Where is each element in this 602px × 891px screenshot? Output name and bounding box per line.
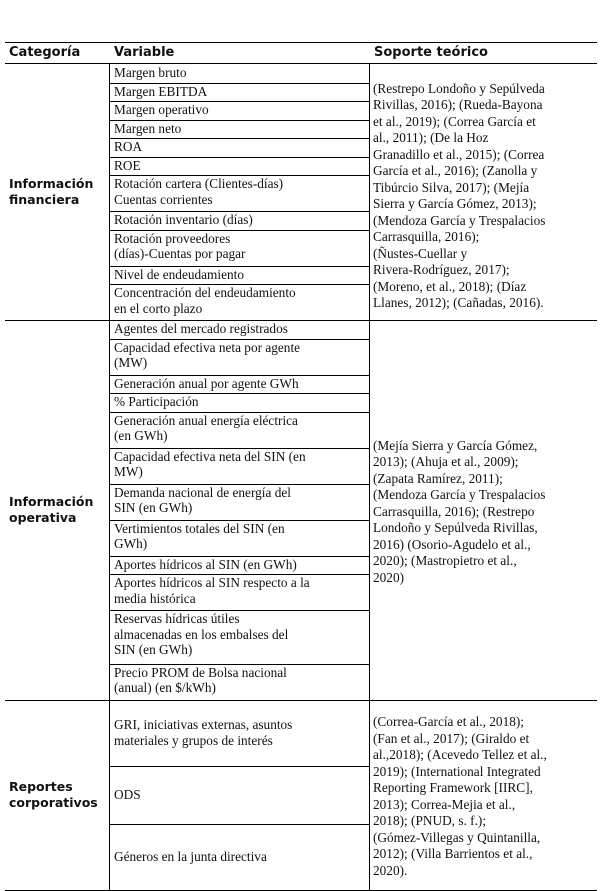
variable-text-line: en el corto plazo [114, 300, 203, 316]
support-text-line: (Ñustes-Cuellar y [373, 245, 468, 261]
support-text-line: Carrasquilla, 2016); [373, 229, 480, 244]
variable-text-line: Nivel de endeudamiento [114, 266, 244, 282]
support-text-line: et al., 2019); (Correa García et [373, 113, 536, 129]
support-text-line: Sierra y García Gómez, 2013); [373, 196, 537, 211]
category-text-line: corporativos [9, 794, 98, 810]
category-text-line: Reportes [9, 778, 73, 794]
category-label [9, 494, 109, 526]
support-citations [373, 714, 595, 879]
support-citations [373, 81, 595, 312]
variable-cell [113, 375, 371, 394]
support-text-line: 2013); Correa-Mejia et al., [373, 796, 516, 812]
support-text-line: García et al., 2016); (Zanolla y [373, 163, 538, 178]
variable-cell [113, 393, 371, 412]
variable-text-line: SIN (en GWh) [114, 642, 193, 657]
variable-text-line: Aportes hídricos al SIN (en GWh) [114, 556, 297, 572]
header-categoria: Categoría [9, 45, 81, 60]
variable-cell [113, 484, 371, 520]
variable-text-line: Precio PROM de Bolsa nacional [114, 664, 287, 680]
table-top-rule [5, 42, 597, 43]
variable-text-line: Generación anual por agente GWh [114, 375, 299, 391]
variable-text-line: Géneros en la junta directiva [114, 848, 267, 864]
support-text-line: 2018); (PNUD, s. f.); [373, 813, 487, 828]
support-citations [373, 438, 595, 587]
variable-col-left-border [109, 320, 110, 700]
variable-cell [113, 83, 371, 102]
category-text-line: operativa [9, 509, 77, 525]
support-text-line: (Fan et al., 2017); (Giraldo et [373, 730, 530, 746]
variable-text-line: (en GWh) [114, 428, 168, 443]
support-text-line: (Zapata Ramírez, 2011); [373, 470, 503, 486]
support-text-line: 2020); (Mastropietro et al., [373, 553, 517, 568]
variable-cell [113, 556, 371, 575]
variable-cell [113, 412, 371, 448]
category-text-line: Información [9, 176, 94, 191]
variable-text-line: Concentración del endeudamiento [114, 285, 296, 300]
variable-cell [113, 520, 371, 556]
variable-text-line: Generación anual energía eléctrica [114, 412, 298, 428]
variable-text-line: Margen neto [114, 120, 182, 136]
variable-text-line: Margen EBITDA [114, 83, 208, 99]
variable-cell [113, 175, 371, 211]
support-text-line: Rivillas, 2016); (Rueda-Bayona [373, 97, 543, 112]
variable-cell [113, 766, 371, 824]
variable-text-line: % Participación [114, 394, 199, 409]
variable-text-line: (días)-Cuentas por pagar [114, 246, 246, 261]
variable-cell [113, 157, 371, 176]
support-text-line: Llanes, 2012); (Cañadas, 2016). [373, 295, 544, 310]
variable-text-line: media histórica [114, 590, 196, 606]
variable-text-line: ROA [114, 139, 143, 154]
support-text-line: 2020). [373, 862, 408, 878]
support-text-line: (Mejía Sierra y García Gómez, [373, 437, 538, 453]
variable-cell [113, 101, 371, 120]
variable-text-line: ROE [114, 157, 141, 173]
variable-cell [113, 266, 371, 285]
variable-cell [113, 448, 371, 484]
support-text-line: 2012); (Villa Barrientos et al., [373, 846, 533, 861]
variable-cell [113, 700, 371, 766]
category-label [9, 176, 109, 208]
variable-cell [113, 610, 371, 664]
variable-text-line: Vertimientos totales del SIN (en [114, 520, 285, 536]
variable-text-line: Cuentas corrientes [114, 191, 213, 207]
variable-text-line: Rotación proveedores [114, 230, 231, 246]
header-variable: Variable [114, 45, 175, 60]
variable-text-line: Margen bruto [114, 65, 187, 80]
category-label [9, 779, 109, 811]
support-text-line: al., 2011); (De la Hoz [373, 130, 489, 145]
variable-text-line: SIN (en GWh) [114, 500, 193, 515]
variable-text-line: Margen operativo [114, 102, 209, 117]
variable-text-line: GWh) [114, 536, 148, 551]
variable-col-right-border [369, 320, 370, 700]
variable-text-line: (anual) (en $/kWh) [114, 680, 216, 695]
header-soporte: Soporte teórico [374, 45, 488, 60]
variable-text-line: materiales y grupos de interés [114, 732, 273, 748]
variable-text-line: (MW) [114, 355, 148, 370]
variable-cell [113, 230, 371, 266]
variable-text-line: Agentes del mercado registrados [114, 321, 288, 336]
variable-cell [113, 211, 371, 230]
support-text-line: al.,2018); (Acevedo Tellez et al., [373, 747, 547, 762]
variable-cell [113, 138, 371, 157]
table-bottom-rule [5, 890, 597, 891]
variable-text-line: Rotación inventario (días) [114, 212, 253, 227]
support-text-line: (Restrepo Londoño y Sepúlveda [373, 80, 545, 96]
category-text-line: Información [9, 493, 94, 509]
variable-text-line: Capacidad efectiva neta por agente [114, 339, 301, 355]
variable-cell [113, 320, 371, 339]
variable-col-left-border [109, 700, 110, 890]
support-text-line: 2019); (International Integrated [373, 763, 541, 779]
support-text-line: 2013); (Ahuja et al., 2009); [373, 454, 519, 469]
variable-cell [113, 574, 371, 610]
variable-cell [113, 664, 371, 700]
support-text-line: (Correa-García et al., 2018); [373, 714, 524, 729]
support-text-line: Carrasquilla, 2016); (Restrepo [373, 503, 535, 519]
variable-text-line: Rotación cartera (Clientes-días) [114, 176, 284, 191]
support-text-line: Granadillo et al., 2015); (Correa [373, 146, 545, 162]
support-text-line: Londoño y Sepúlveda Rivillas, [373, 520, 538, 535]
variable-text-line: Aportes hídricos al SIN respecto a la [114, 575, 310, 590]
variable-text-line: GRI, iniciativas externas, asuntos [114, 717, 293, 732]
support-text-line: 2016) (Osorio-Agudelo et al., [373, 536, 531, 552]
support-text-line: (Mendoza García y Trespalacios [373, 212, 546, 228]
variable-cell [113, 64, 371, 83]
category-text-line: financiera [9, 192, 80, 207]
variable-col-right-border [369, 64, 370, 320]
support-text-line: Reporting Framework [IIRC], [373, 780, 533, 795]
support-text-line: Tibúrcio Silva, 2017); (Mejía [373, 179, 530, 195]
variable-cell [113, 120, 371, 139]
support-text-line: Rivera-Rodríguez, 2017); [373, 262, 510, 277]
support-text-line: (Moreno, et al., 2018); (Díaz [373, 278, 527, 294]
support-text-line: (Mendoza García y Trespalacios [373, 487, 546, 502]
variable-col-right-border [369, 700, 370, 890]
variable-text-line: Reservas hídricas útiles [114, 611, 240, 626]
support-text-line: 2020) [373, 569, 405, 585]
support-text-line: (Gómez-Villegas y Quintanilla, [373, 829, 541, 845]
variable-text-line: ODS [114, 786, 141, 802]
variables-table [5, 42, 597, 878]
variable-col-left-border [109, 64, 110, 320]
variable-cell [113, 339, 371, 375]
variable-text-line: almacenadas en los embalses del [114, 626, 289, 642]
variable-text-line: Capacidad efectiva neta del SIN (en [114, 448, 306, 464]
variable-cell [113, 284, 371, 320]
variable-text-line: Demanda nacional de energía del [114, 484, 291, 500]
variable-text-line: MW) [114, 464, 143, 479]
